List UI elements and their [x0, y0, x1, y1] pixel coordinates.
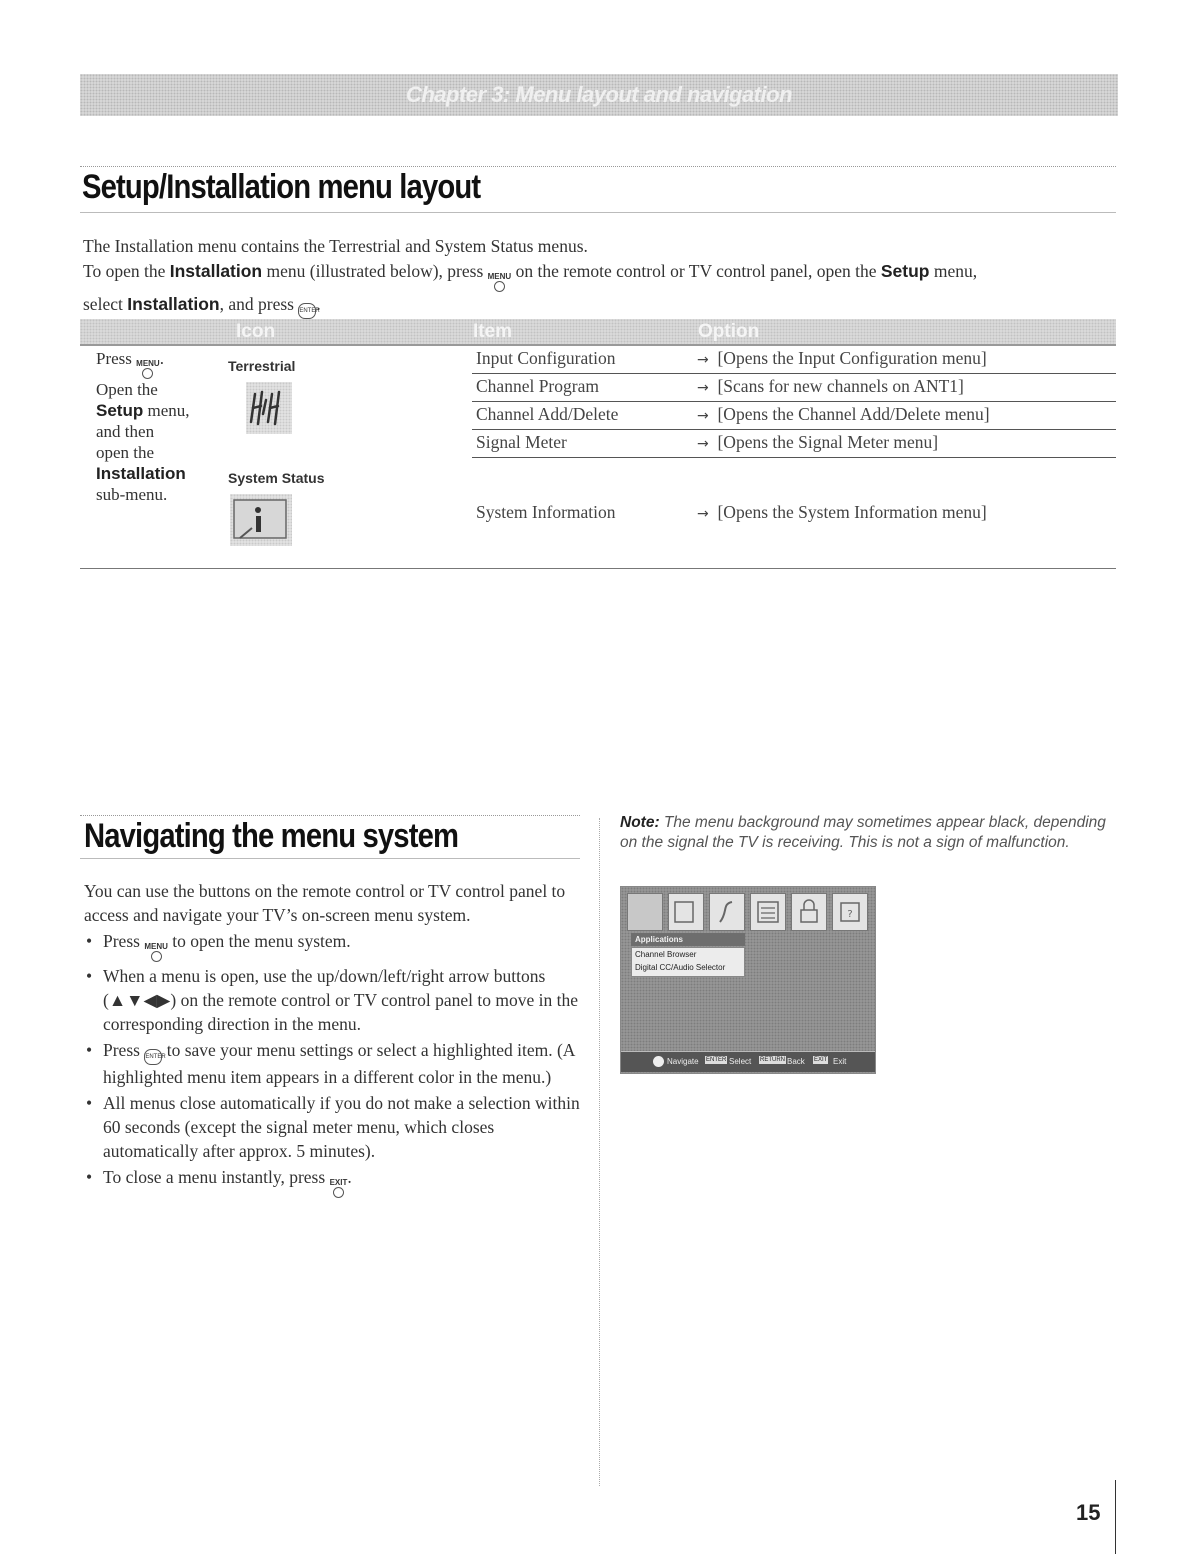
enter-key-icon: ENTER	[298, 303, 316, 319]
row-divider	[472, 457, 1116, 458]
row-divider	[472, 373, 1116, 374]
list-item: • To close a menu instantly, press EXIT .	[84, 1165, 580, 1198]
header-item: Item	[473, 321, 513, 342]
section-title-setup-installation: Setup/Installation menu layout	[82, 168, 481, 206]
help-tab-icon	[832, 893, 868, 931]
page-number: 15	[1076, 1500, 1101, 1525]
table-header	[80, 319, 1116, 346]
tv-menu-item: Digital CC/Audio Selector	[635, 963, 726, 972]
section-rule-top	[80, 166, 1116, 167]
menu-key-icon: MENU	[136, 360, 160, 379]
section1-instructions: To open the Installation menu (illustrated below), press MENU on the remote control or TV control panel, open the Setup menu, select Installation, and press ENTER.	[83, 259, 1123, 319]
table-row-item-2: Channel Add/Delete	[476, 404, 619, 424]
table-row-option-0: → [Opens the Input Configuration menu]	[697, 348, 987, 368]
section2-body	[84, 879, 580, 1200]
tv-menu-footer: Navigate ENTER Select RETURN Back EXIT Exit	[621, 1051, 875, 1072]
list-item: • Press ENTER to save your menu settings or select a highlighted item. (A highlighted menu item appears in a different color in the menu.)	[84, 1038, 580, 1089]
terrestrial-icon	[246, 382, 292, 434]
header-option: Option	[698, 321, 760, 342]
applications-tab-icon	[627, 893, 663, 931]
section1-intro: The Installation menu contains the Terrestrial and System Status menus.	[83, 236, 588, 256]
tv-menu-list	[631, 947, 745, 977]
installation-label: Installation	[169, 261, 263, 281]
return-key-icon: RETURN	[760, 1057, 785, 1063]
header-icon: Icon	[236, 321, 276, 342]
enter-key-icon: ENTER	[144, 1049, 162, 1065]
chapter-title: Chapter 3: Menu layout and navigation	[405, 82, 793, 107]
navigate-icon	[653, 1056, 664, 1067]
note-text: The menu background may sometimes appear black, depending on the signal the TV is receiving. This is not a sign of malfunction.	[620, 814, 1106, 851]
menu-key-icon: MENU	[144, 943, 168, 962]
tv-tab-icon	[668, 893, 704, 931]
lock-tab-icon	[791, 893, 827, 931]
table-row-item-0: Input Configuration	[476, 348, 616, 368]
table-row-option-3: → [Opens the Signal Meter menu]	[697, 432, 939, 452]
table-row-item-4: System Information	[476, 502, 616, 522]
setup-label: Setup	[880, 261, 930, 281]
setup-tab-icon	[709, 893, 745, 931]
section2-intro: You can use the buttons on the remote control or TV control panel to access and navigate your TV’s on-screen menu system.	[84, 881, 566, 925]
list-item: • All menus close automatically if you do not make a selection within 60 seconds (except the signal meter menu, which closes automatically after approx. 5 minutes).	[84, 1091, 580, 1163]
table-row-option-2: → [Opens the Channel Add/Delete menu]	[697, 404, 990, 424]
enter-key-icon: ENTER	[706, 1057, 727, 1063]
note	[620, 813, 1120, 852]
section2-rule-top	[80, 815, 580, 816]
settings-tab-icon	[750, 893, 786, 931]
list-item: • When a menu is open, use the up/down/left/right arrow buttons (▲▼◀▶) on the remote control or TV control panel to move in the corresponding direction in the menu.	[84, 964, 580, 1036]
page-number-rule	[1115, 1480, 1116, 1554]
section-rule-bottom	[80, 212, 1116, 213]
svg-text:?: ?	[847, 909, 853, 920]
table-row-item-3: Signal Meter	[476, 432, 567, 452]
column-divider	[599, 818, 600, 1486]
exit-key-icon: EXIT	[330, 1179, 348, 1198]
installation-label-2: Installation	[127, 294, 220, 314]
table-instructions: Press MENU . Open the Setup menu, and then open the Installation sub-menu.	[96, 349, 190, 504]
system-status-label: System Status	[228, 470, 325, 486]
table-bottom-rule	[80, 568, 1116, 569]
system-status-icon	[230, 494, 292, 546]
exit-key-icon: EXIT	[814, 1057, 828, 1063]
row-divider	[472, 429, 1116, 430]
row-divider	[472, 401, 1116, 402]
tv-menu-item: Channel Browser	[635, 950, 697, 959]
table-row-option-4: → [Opens the System Information menu]	[697, 502, 987, 522]
table-row-option-1: → [Scans for new channels on ANT1]	[697, 376, 964, 396]
list-item: • Press MENU to open the menu system.	[84, 929, 580, 962]
terrestrial-label: Terrestrial	[228, 358, 296, 374]
chapter-banner	[80, 74, 1118, 116]
tv-menu-heading: Applications	[631, 933, 745, 946]
tv-menu-screenshot	[620, 886, 876, 1074]
table-row-item-1: Channel Program	[476, 376, 599, 396]
section-title-navigating: Navigating the menu system	[84, 817, 459, 855]
menu-key-icon: MENU	[488, 273, 512, 292]
note-label: Note:	[620, 814, 660, 831]
section2-rule-bottom	[80, 858, 580, 859]
